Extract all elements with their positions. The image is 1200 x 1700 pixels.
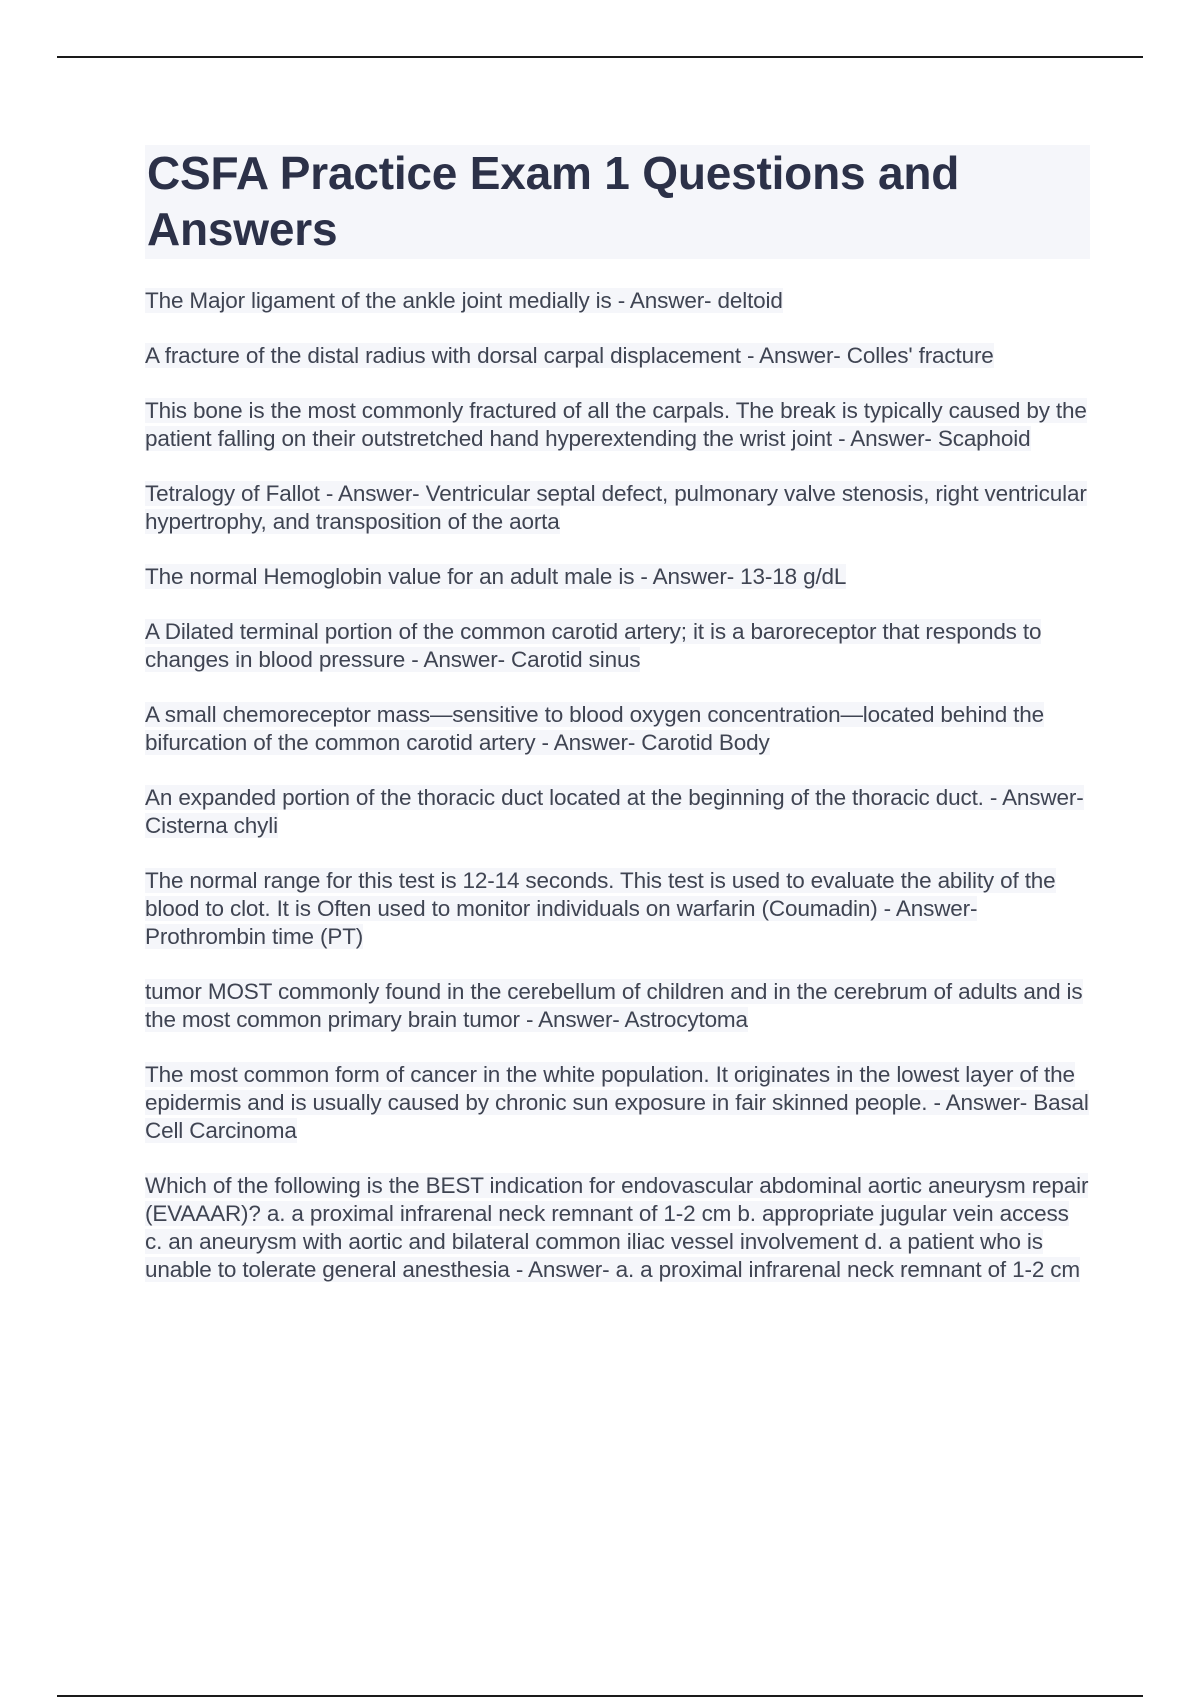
qa-item-5-text: The normal Hemoglobin value for an adult male is - Answer- 13-18 g/dL	[145, 564, 847, 589]
qa-item-3	[145, 397, 1090, 453]
qa-item-6-text: A Dilated terminal portion of the common carotid artery; it is a baroreceptor that responds to changes in blood pressure - Answer- Carotid sinus	[145, 619, 1042, 672]
qa-item-8-text: An expanded portion of the thoracic duct located at the beginning of the thoracic duct. - Answer- Cisterna chyli	[145, 785, 1084, 838]
bottom-divider	[57, 1695, 1143, 1697]
qa-item-2-text: A fracture of the distal radius with dorsal carpal displacement - Answer- Colles' fracture	[145, 343, 994, 368]
qa-list	[145, 287, 1090, 1284]
top-divider	[57, 56, 1143, 58]
qa-item-8	[145, 784, 1090, 840]
qa-item-5	[145, 563, 1090, 591]
document-title: CSFA Practice Exam 1 Questions and Answers	[145, 145, 1090, 259]
qa-item-2	[145, 342, 1090, 370]
qa-item-10	[145, 978, 1090, 1034]
qa-item-9-text: The normal range for this test is 12-14 seconds. This test is used to evaluate the ability of the blood to clot. It is Often used to monitor individuals on warfarin (Coumadin) - Answer- Prothrombin time (PT)	[145, 868, 1056, 949]
qa-item-1	[145, 287, 1090, 315]
qa-item-3-text: This bone is the most commonly fractured of all the carpals. The break is typically caused by the patient falling on their outstretched hand hyperextending the wrist joint - Answer- Scaphoid	[145, 398, 1087, 451]
qa-item-11-text: The most common form of cancer in the white population. It originates in the lowest layer of the epidermis and is usually caused by chronic sun exposure in fair skinned people. - Answer- Basal Cell Carcinoma	[145, 1062, 1089, 1143]
document-body	[145, 145, 1090, 1311]
qa-item-7	[145, 701, 1090, 757]
qa-item-12-text: Which of the following is the BEST indication for endovascular abdominal aortic aneurysm repair (EVAAAR)? a. a proximal infrarenal neck remnant of 1-2 cm b. appropriate jugular vein access c. an aneurysm with aortic and bilateral common iliac vessel involvement d. a patient who is unable to tolerate general anesthesia - Answer- a. a proximal infrarenal neck remnant of 1-2 cm	[145, 1173, 1089, 1282]
qa-item-1-text: The Major ligament of the ankle joint medially is - Answer- deltoid	[145, 288, 783, 313]
qa-item-11	[145, 1061, 1090, 1145]
qa-item-7-text: A small chemoreceptor mass—sensitive to blood oxygen concentration—located behind the bifurcation of the common carotid artery - Answer- Carotid Body	[145, 702, 1045, 755]
qa-item-4	[145, 480, 1090, 536]
qa-item-4-text: Tetralogy of Fallot - Answer- Ventricular septal defect, pulmonary valve stenosis, right ventricular hypertrophy, and transposition of the aorta	[145, 481, 1087, 534]
qa-item-10-text: tumor MOST commonly found in the cerebellum of children and in the cerebrum of adults and is the most common primary brain tumor - Answer- Astrocytoma	[145, 979, 1083, 1032]
qa-item-6	[145, 618, 1090, 674]
qa-item-12	[145, 1172, 1090, 1284]
qa-item-9	[145, 867, 1090, 951]
